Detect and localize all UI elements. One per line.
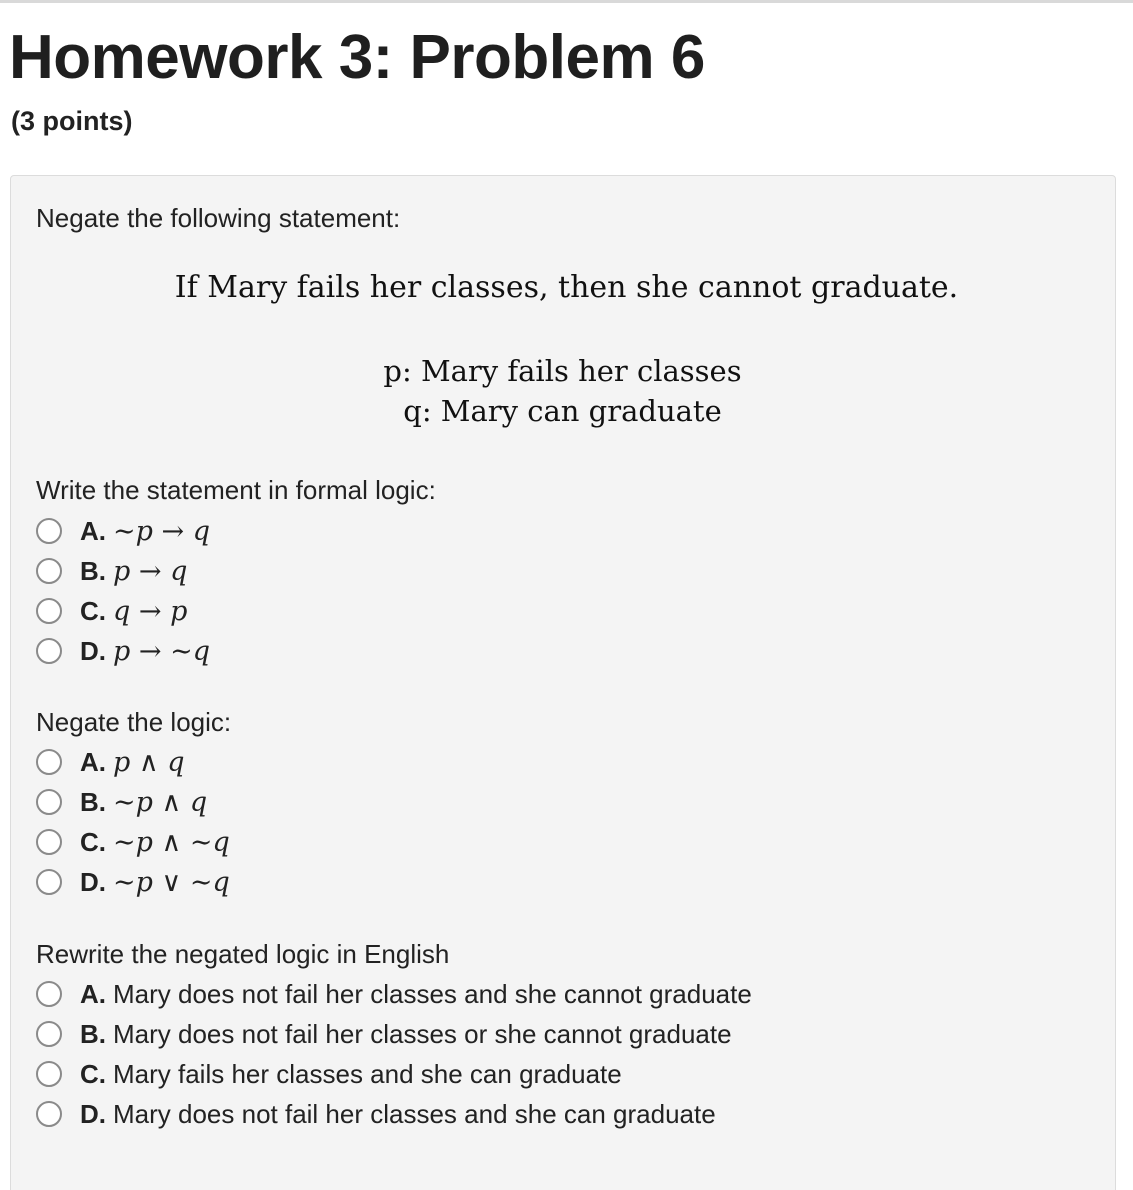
q1-option-d[interactable] [36, 631, 210, 671]
definition-p: p: Mary fails her classes [383, 354, 742, 388]
radio-button[interactable] [36, 1021, 62, 1047]
q2-option-d[interactable] [36, 862, 230, 902]
option-text: Mary does not fail her classes and she cannot graduate [113, 978, 752, 1009]
radio-button[interactable] [36, 869, 62, 895]
q1-options [36, 511, 210, 671]
option-formula: p ∧ q [113, 746, 185, 778]
q3-prompt: Rewrite the negated logic in English [36, 939, 450, 969]
q2-option-b[interactable] [36, 782, 230, 822]
problem-intro: Negate the following statement: [36, 203, 401, 233]
q3-options [36, 974, 752, 1134]
q3-option-c[interactable] [36, 1054, 752, 1094]
option-letter: D. [80, 866, 106, 897]
q2-option-a[interactable] [36, 742, 230, 782]
page-title: Homework 3: Problem 6 [9, 23, 705, 92]
option-text: Mary does not fail her classes and she can graduate [113, 1098, 716, 1129]
radio-button[interactable] [36, 558, 62, 584]
q2-option-c[interactable] [36, 822, 230, 862]
option-formula: q → p [113, 595, 188, 627]
option-text: Mary does not fail her classes or she cannot graduate [113, 1018, 732, 1049]
q3-option-b[interactable] [36, 1014, 752, 1054]
q2-options [36, 742, 230, 902]
radio-button[interactable] [36, 981, 62, 1007]
option-formula: p → q [113, 555, 188, 587]
radio-button[interactable] [36, 1101, 62, 1127]
option-formula: ∼p ∧ ∼q [113, 826, 230, 858]
radio-button[interactable] [36, 518, 62, 544]
radio-button[interactable] [36, 749, 62, 775]
option-letter: B. [80, 1018, 106, 1049]
q1-prompt: Write the statement in formal logic: [36, 475, 436, 505]
radio-button[interactable] [36, 638, 62, 664]
radio-button[interactable] [36, 829, 62, 855]
option-letter: C. [80, 826, 106, 857]
option-letter: D. [80, 635, 106, 666]
top-divider [0, 0, 1133, 3]
option-formula: ∼p ∧ q [113, 786, 208, 818]
points-label: (3 points) [11, 106, 133, 136]
option-formula: ∼p ∨ ∼q [113, 866, 230, 898]
option-letter: A. [80, 515, 106, 546]
q1-option-a[interactable] [36, 511, 210, 551]
variable-definitions [0, 351, 1125, 431]
q3-option-a[interactable] [36, 974, 752, 1014]
q2-prompt: Negate the logic: [36, 707, 232, 737]
option-letter: C. [80, 1058, 106, 1089]
option-letter: C. [80, 595, 106, 626]
option-formula: ∼p → q [113, 515, 210, 547]
radio-button[interactable] [36, 1061, 62, 1087]
radio-button[interactable] [36, 789, 62, 815]
option-formula: p → ∼q [113, 635, 210, 667]
statement-text: If Mary fails her classes, then she cannot graduate. [174, 270, 959, 305]
definition-q: q: Mary can graduate [403, 394, 722, 428]
option-letter: A. [80, 746, 106, 777]
q3-option-d[interactable] [36, 1094, 752, 1134]
option-letter: B. [80, 786, 106, 817]
q1-option-c[interactable] [36, 591, 210, 631]
q1-option-b[interactable] [36, 551, 210, 591]
radio-button[interactable] [36, 598, 62, 624]
option-letter: A. [80, 978, 106, 1009]
option-text: Mary fails her classes and she can graduate [113, 1058, 622, 1089]
option-letter: B. [80, 555, 106, 586]
option-letter: D. [80, 1098, 106, 1129]
